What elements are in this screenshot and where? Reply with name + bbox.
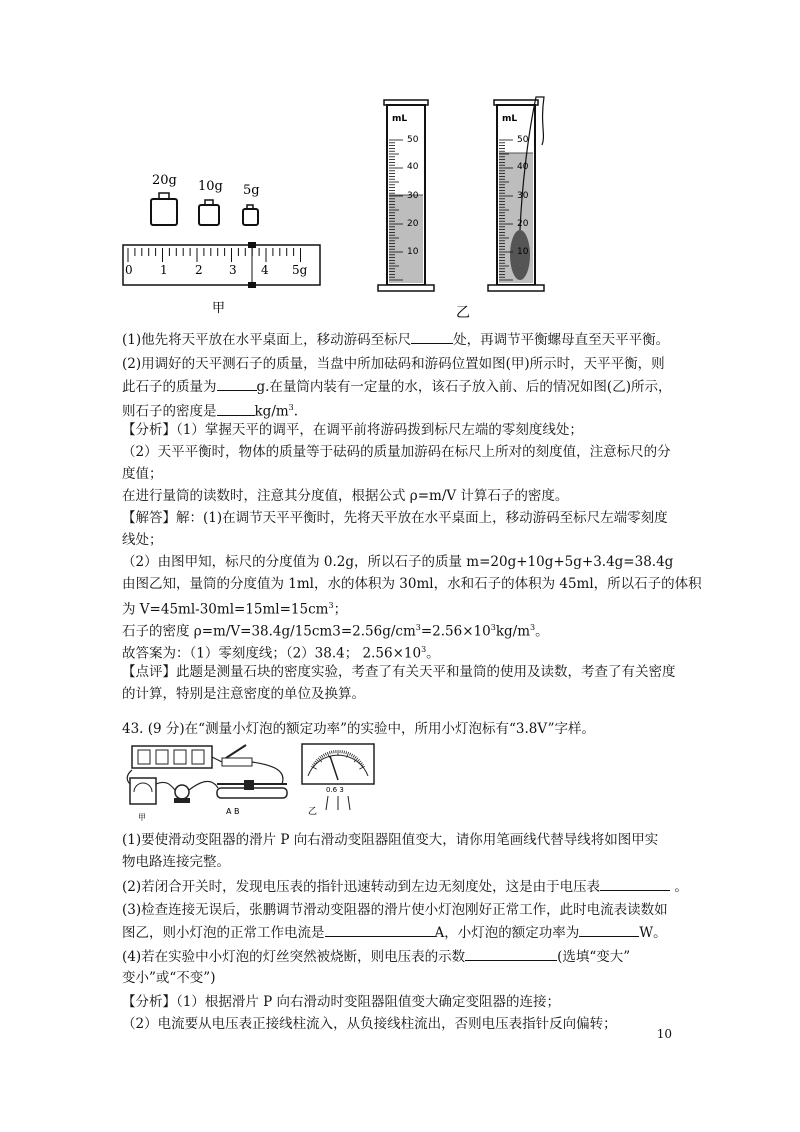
- blank-power[interactable]: [579, 923, 639, 937]
- q43-title: 43. (9 分)在“测量小灯泡的额定功率”的实验中，所用小灯泡标有“3.8V”字样。: [122, 721, 595, 737]
- rheostat-icon: [217, 780, 287, 816]
- q42-line-1: (1)他先将天平放在水平桌面上，移动游码至标尺 处，再调节平衡螺母直至天平平衡。: [122, 332, 670, 348]
- blank-voltmeter-change[interactable]: [465, 947, 557, 961]
- ammeter-dial-icon: [302, 744, 374, 817]
- cyl1-tick-30: 30: [407, 191, 419, 201]
- q42-solution-6: 石子的密度 $\rho=m/V=38.4g/15cm3=2.56g/cm^3=2.56\times 10^3kg/m^3$。: [122, 623, 549, 640]
- cylinder-before: [378, 100, 434, 291]
- rheostat-ab-label: A B: [226, 807, 240, 816]
- q42-solution-2: 线处；: [122, 532, 163, 548]
- ruler-tick-4: 4: [261, 263, 269, 277]
- q42-answer: 故答案为：（1）零刻度线；（2）38.4； $2.56\times 10^3$。: [122, 645, 440, 662]
- q42-comment-1: 【点评】此题是测量石块的密度实验，考查了有关天平和量筒的使用及读数，考查了有关密度: [122, 664, 676, 680]
- ruler-tick-3: 3: [229, 263, 237, 277]
- blank-zero-line[interactable]: [411, 330, 453, 344]
- q43-part2: (2)若闭合开关时，发现电压表的指针迅速转动到左边无刻度处，这是由于电压表 。: [122, 879, 688, 895]
- ruler: [123, 242, 320, 288]
- ruler-tick-5: 5g: [292, 263, 308, 277]
- battery-icon: [132, 746, 212, 768]
- switch-icon: [222, 745, 252, 766]
- q43-part4-b: 变小”或“不变”): [122, 970, 216, 986]
- cyl2-tick-20: 20: [517, 219, 529, 229]
- blank-density[interactable]: [217, 402, 255, 416]
- weight-label-5g: 5g: [243, 183, 260, 198]
- cyl1-tick-40: 40: [407, 162, 419, 172]
- q42-analysis-2: （2）天平平衡时，物体的质量等于砝码的质量加游码在标尺上所对的刻度值，注意标尺的分: [122, 444, 671, 460]
- q43-analysis-1: 【分析】（1）根据滑片 P 向右滑动时变阻器阻值变大确定变阻器的连接；: [122, 994, 561, 1010]
- circuit-figure: [122, 740, 377, 822]
- rider-bottom: [248, 282, 256, 288]
- cyl2-tick-10: 10: [517, 247, 529, 257]
- caption-yi: 乙: [456, 305, 470, 321]
- cylinder-figure: [370, 95, 570, 325]
- weight-5g-icon: [243, 205, 258, 225]
- cyl1-tick-50: 50: [407, 135, 419, 145]
- blank-current[interactable]: [325, 923, 435, 937]
- page-number: 10: [656, 1027, 672, 1041]
- lamp-icon: [174, 785, 190, 803]
- cylinder-after: [488, 97, 544, 291]
- cyl1-unit: mL: [392, 114, 408, 124]
- weight-label-10g: 10g: [198, 179, 223, 194]
- q42-analysis-1: 【分析】（1）掌握天平的调平，在调平前将游码拨到标尺左端的零刻度线处；: [122, 422, 583, 438]
- blank-voltmeter-reason[interactable]: [600, 877, 670, 891]
- voltmeter-icon: [130, 778, 156, 804]
- ruler-tick-2: 2: [195, 263, 203, 277]
- weight-label-20g: 20g: [152, 173, 177, 188]
- ruler-tick-0: 0: [125, 263, 133, 277]
- ruler-tick-1: 1: [160, 263, 168, 277]
- cyl1-tick-10: 10: [407, 247, 419, 257]
- ammeter-scale-label: 0.6 3: [326, 786, 344, 794]
- q42-solution-4: 由图乙知，量筒的分度值为 1ml，水的体积为 30ml，水和石子的体积为 45ml，所以石子的体积: [122, 576, 702, 592]
- q42-analysis-3: 度值；: [122, 466, 163, 482]
- rider-top: [248, 242, 256, 248]
- cyl2-unit: mL: [502, 114, 518, 124]
- cyl2-tick-40: 40: [517, 162, 529, 172]
- circuit-caption-jia: 甲: [138, 813, 146, 822]
- q42-solution-3: （2）由图甲知，标尺的分度值为 0.2g，所以石子的质量 m=20g+10g+5g+3.4g=38.4g: [122, 554, 674, 570]
- cyl2-tick-50: 50: [517, 135, 529, 145]
- weight-10g-icon: [199, 200, 219, 225]
- q43-analysis-2: （2）电流要从电压表正接线柱流入，从负接线柱流出，否则电压表指针反向偏转；: [122, 1016, 617, 1032]
- cyl1-tick-20: 20: [407, 219, 419, 229]
- cyl2-tick-30: 30: [517, 191, 529, 201]
- q42-analysis-4: 在进行量筒的读数时，注意其分度值，根据公式 ρ=m/V 计算石子的密度。: [122, 488, 569, 504]
- q43-part1-a: (1)要使滑动变阻器的滑片 P 向右滑动变阻器阻值变大，请你用笔画线代替导线将如图甲实: [122, 832, 659, 848]
- ammeter-caption-yi: 乙: [308, 807, 318, 817]
- caption-jia: 甲: [212, 301, 226, 316]
- q42-line-4: 则石子的密度是 $kg/m^3$.: [122, 403, 299, 420]
- q43-part4-a: (4)若在实验中小灯泡的灯丝突然被烧断，则电压表的示数 (选填“变大”: [122, 949, 631, 965]
- q42-solution-5: 为 $V=45ml-30ml=15ml=15cm^3$；: [122, 601, 348, 618]
- q42-comment-2: 的计算，特别是注意密度的单位及换算。: [122, 686, 365, 702]
- q43-part3-a: (3)检查连接无误后，张鹏调节滑动变阻器的滑片使小灯泡刚好正常工作，此时电流表读数如: [122, 902, 668, 918]
- weight-20g-icon: [151, 193, 177, 225]
- q42-line-3: 此石子的质量为 g.在量筒内装有一定量的水，该石子放入前、后的情况如图(乙)所示，: [122, 379, 672, 395]
- q43-part3-b: 图乙，则小灯泡的正常工作电流是 A，小灯泡的额定功率为 W。: [122, 925, 667, 941]
- balance-figure: [120, 160, 330, 320]
- q42-line-2: (2)用调好的天平测石子的质量，当盘中所加砝码和游码位置如图(甲)所示时，天平平衡，则: [122, 356, 665, 372]
- q42-solution-1: 【解答】解：(1)在调节天平平衡时，先将天平放在水平桌面上，移动游码至标尺左端零刻度: [122, 510, 668, 526]
- blank-mass[interactable]: [217, 377, 257, 391]
- q43-part1-b: 物电路连接完整。: [122, 854, 230, 870]
